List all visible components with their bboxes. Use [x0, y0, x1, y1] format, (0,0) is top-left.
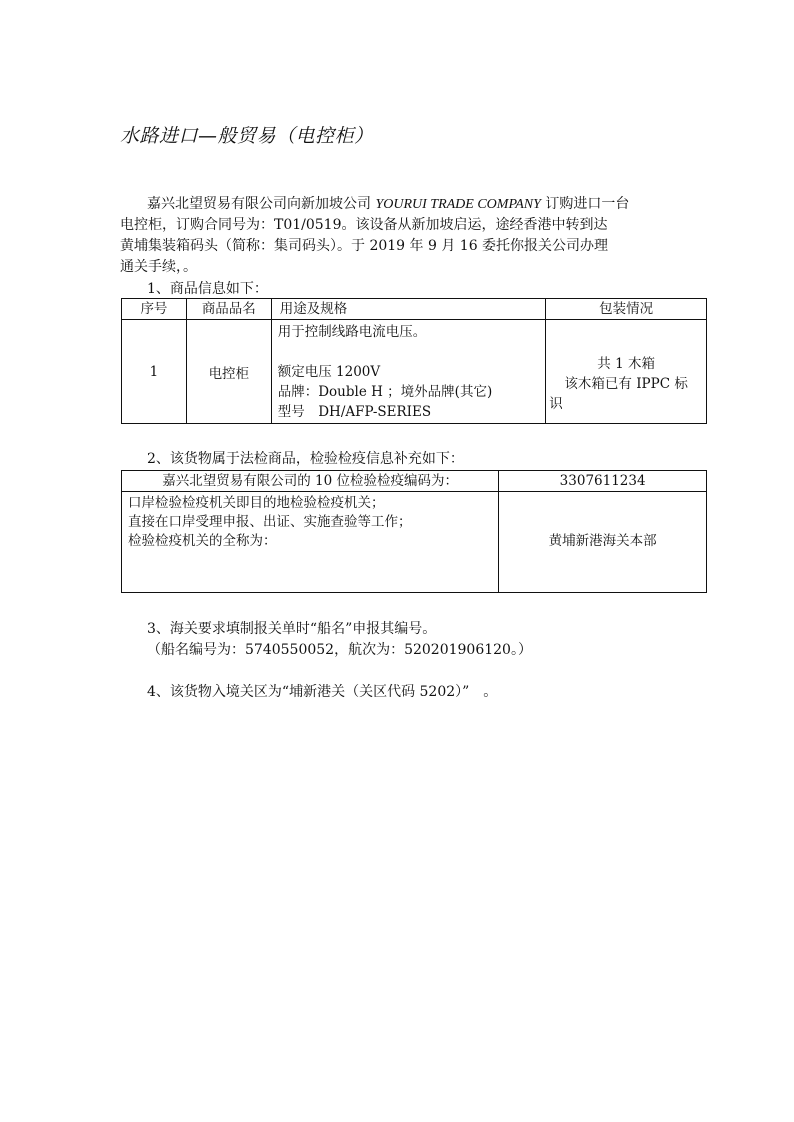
- auth-line-3: 检验检疫机关的全称为：: [128, 533, 277, 549]
- supplier-company: YOURUI TRADE COMPANY: [375, 197, 541, 212]
- use-line-1: 用于控制线路电流电压。: [277, 324, 427, 340]
- intro-line-1: [120, 194, 700, 215]
- section-1-heading: 1、商品信息如下：: [147, 281, 268, 297]
- pack-line-1: 共 1 木箱: [597, 355, 655, 372]
- auth-line-1: 口岸检验检疫机关即目的地检验检疫机关；: [128, 495, 385, 511]
- section-3-line-2: （船名编号为：5740550052，航次为：520201906120。）: [147, 642, 532, 658]
- row-no: 1: [122, 320, 187, 424]
- row-use-spec: [271, 320, 546, 424]
- intro-line-4: 通关手续，。: [120, 259, 197, 275]
- inspection-code-label: 嘉兴北望贸易有限公司的 10 位检验检疫编码为：: [122, 471, 499, 492]
- goods-table: [121, 298, 707, 424]
- col-header-no: 序号: [122, 299, 187, 320]
- col-header-packing: 包装情况: [546, 299, 707, 320]
- inspection-authority-name: [499, 492, 707, 593]
- col-header-name: 商品品名: [186, 299, 271, 320]
- use-line-2: 额定电压 1200V: [277, 364, 381, 380]
- row-packing: [546, 320, 707, 424]
- pack-line-3: 识: [549, 395, 563, 412]
- intro-line-3: 黄埔集装箱码头（简称：集司码头）。于 2019 年 9 月 16 委托你报关公司办理: [120, 238, 609, 254]
- table-row: [122, 320, 707, 424]
- section-3-line-1: 3、海关要求填制报关单时“船名”申报其编号。: [147, 621, 437, 637]
- col-header-use: 用途及规格: [271, 299, 546, 320]
- document-title: 水路进口—般贸易（电控柜）: [120, 125, 374, 147]
- intro-paragraph: [120, 194, 700, 278]
- inspection-authority-desc: [122, 492, 499, 593]
- intro-line-1-suffix: 订购进口一台: [545, 196, 630, 212]
- use-line-3: 品牌：Double H ；境外品牌(其它): [277, 384, 493, 400]
- authority-name-text: 黄埔新港海关本部: [548, 533, 657, 549]
- auth-line-2: 直接在口岸受理申报、出证、实施查验等工作；: [128, 514, 412, 530]
- inspection-table: [121, 470, 707, 593]
- pack-line-2: 该木箱已有 IPPC 标: [564, 375, 688, 392]
- table-row: [122, 471, 707, 492]
- inspection-code-value: 3307611234: [499, 471, 707, 492]
- table-row: [122, 492, 707, 593]
- intro-line-2: 电控柜，订购合同号为：T01/0519。该设备从新加坡启运，途经香港中转到达: [120, 217, 608, 233]
- intro-line-1-prefix: 嘉兴北望贸易有限公司向新加坡公司: [147, 196, 371, 212]
- goods-table-header: [122, 299, 707, 320]
- section-2-heading: 2、该货物属于法检商品，检验检疫信息补充如下：: [147, 451, 464, 467]
- row-product-name: 电控柜: [186, 320, 271, 424]
- section-4-line-1: 4、该货物入境关区为“埔新港关（关区代码 5202）” 。: [147, 684, 498, 700]
- use-line-4: 型号 DH/AFP-SERIES: [277, 404, 432, 420]
